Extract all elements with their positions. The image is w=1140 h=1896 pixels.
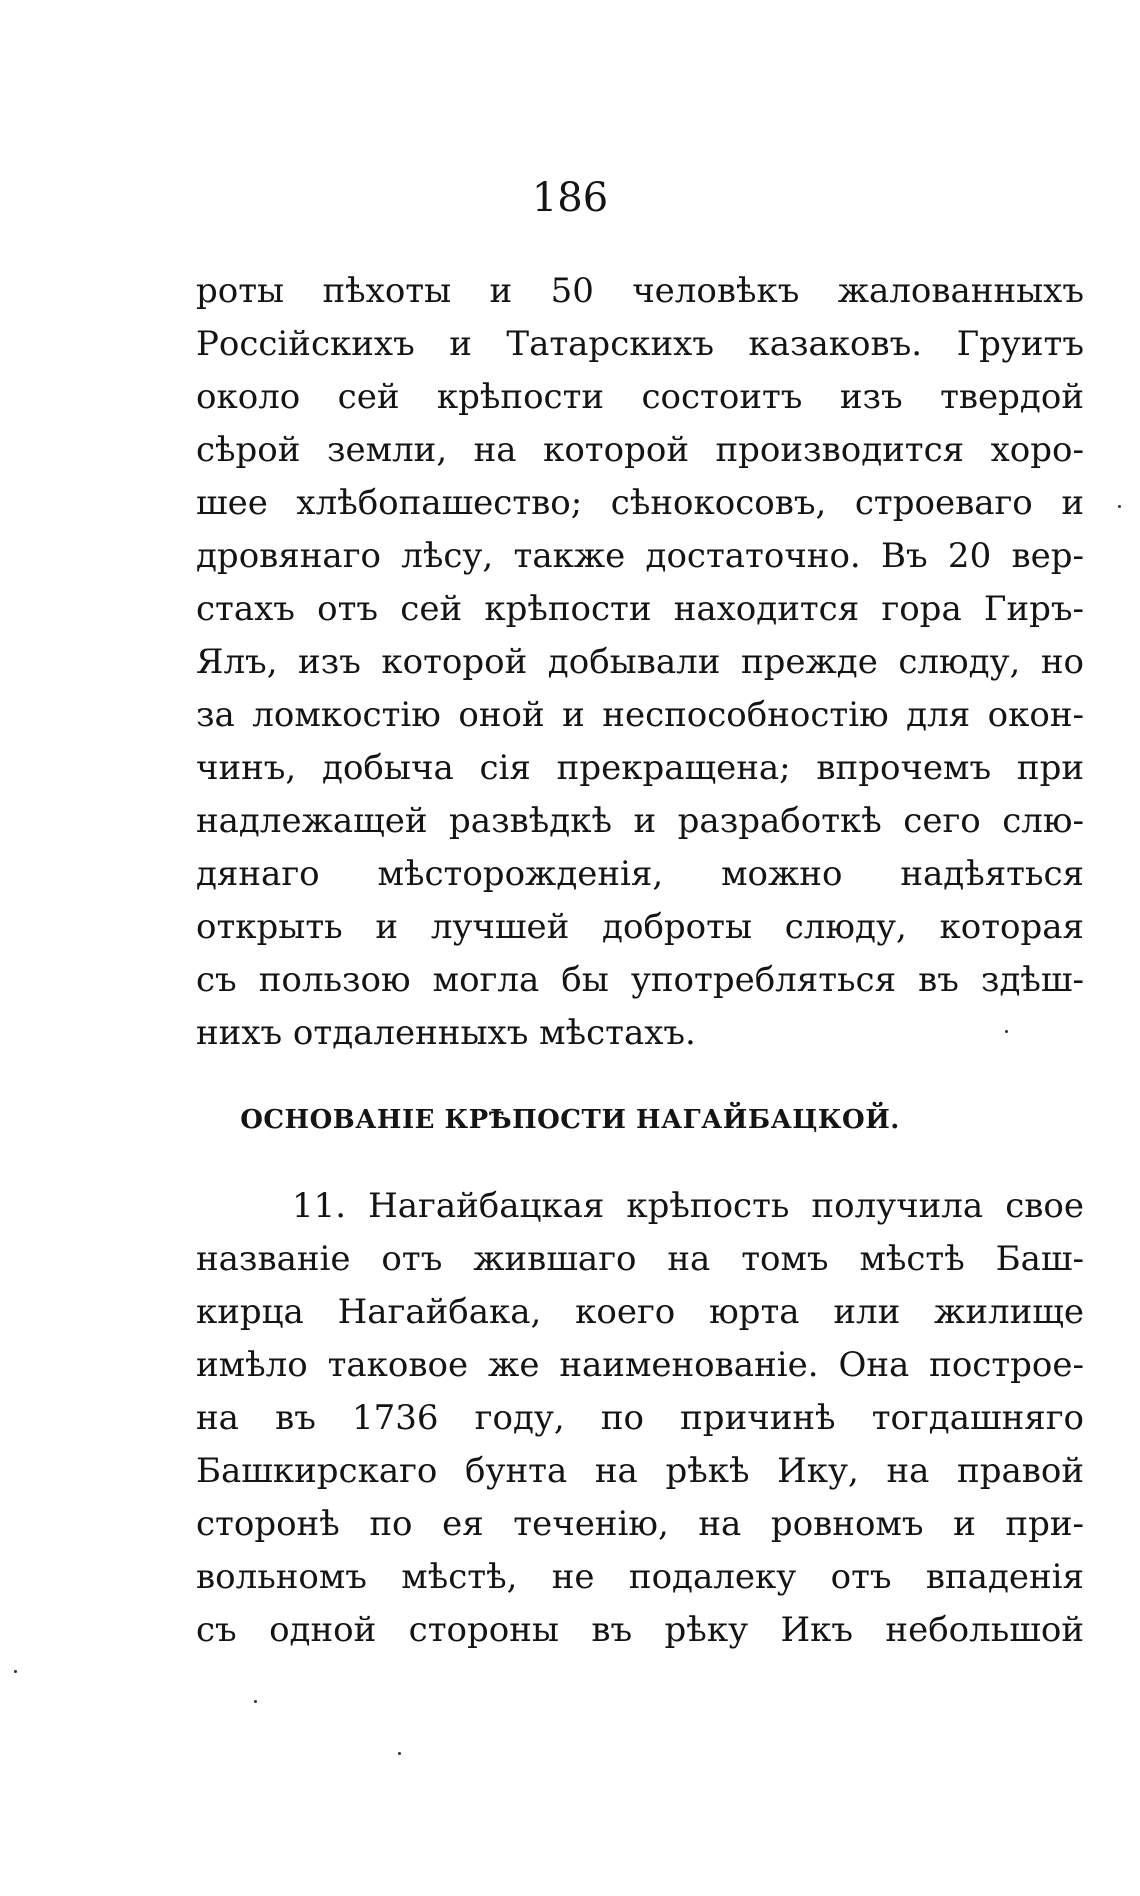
page-number: 186 — [531, 175, 609, 221]
print-speck — [14, 1670, 17, 1673]
text-line: открыть и лучшей доброты слюду, которая — [196, 907, 1084, 947]
print-speck — [1118, 505, 1121, 508]
text-line: около сей крѣпости состоитъ изъ твердой — [196, 377, 1084, 417]
text-line: за ломкостію оной и неспособностію для окон- — [196, 695, 1084, 735]
print-speck — [254, 1700, 257, 1703]
text-line: имѣло таковое же наименованіе. Она построе- — [196, 1345, 1084, 1385]
text-line: Ялъ, изъ которой добывали прежде слюду, но — [196, 642, 1084, 682]
text-line: шее хлѣбопашество; сѣнокосовъ, строеваго и — [196, 483, 1084, 523]
text-line: вольномъ мѣстѣ, не подалеку отъ впаденія — [196, 1557, 1084, 1597]
text-line: Россійскихъ и Татарскихъ казаковъ. Груитъ — [196, 324, 1084, 364]
text-line: кирца Нагайбака, коего юрта или жилище — [196, 1292, 1084, 1332]
text-line: Башкирскаго бунта на рѣкѣ Ику, на правой — [196, 1451, 1084, 1491]
text-line: нихъ отдаленныхъ мѣстахъ. — [196, 1013, 696, 1053]
text-line: дровянаго лѣсу, также достаточно. Въ 20 вер- — [196, 536, 1084, 576]
text-line: съ пользою могла бы употребляться въ здѣш- — [196, 960, 1084, 1000]
text-line: стахъ отъ сей крѣпости находится гора Гиръ- — [196, 589, 1084, 629]
text-line: съ одной стороны въ рѣку Икъ небольшой — [196, 1610, 1084, 1650]
text-line: роты пѣхоты и 50 человѣкъ жалованныхъ — [196, 271, 1084, 311]
text-line: названіе отъ жившаго на томъ мѣстѣ Баш- — [196, 1239, 1084, 1279]
paragraph-2 — [196, 1180, 1084, 1657]
text-line: 11. Нагайбацкая крѣпость получила свое — [292, 1186, 1084, 1226]
text-line: дянаго мѣсторожденія, можно надѣяться — [196, 854, 1084, 894]
paragraph-1 — [196, 265, 1084, 1060]
text-line: чинъ, добыча сія прекращена; впрочемъ при — [196, 748, 1084, 788]
text-line: на въ 1736 году, по причинѣ тогдашняго — [196, 1398, 1084, 1438]
text-line: надлежащей развѣдкѣ и разработкѣ сего слю- — [196, 801, 1084, 841]
print-speck — [398, 1752, 401, 1755]
text-line: сторонѣ по ея теченію, на ровномъ и при- — [196, 1504, 1084, 1544]
print-speck — [1005, 1030, 1008, 1033]
text-line: сѣрой земли, на которой производится хоро- — [196, 430, 1084, 470]
section-heading: ОСНОВАНІЕ КРѢПОСТИ НАГАЙБАЦКОЙ. — [240, 1105, 900, 1135]
